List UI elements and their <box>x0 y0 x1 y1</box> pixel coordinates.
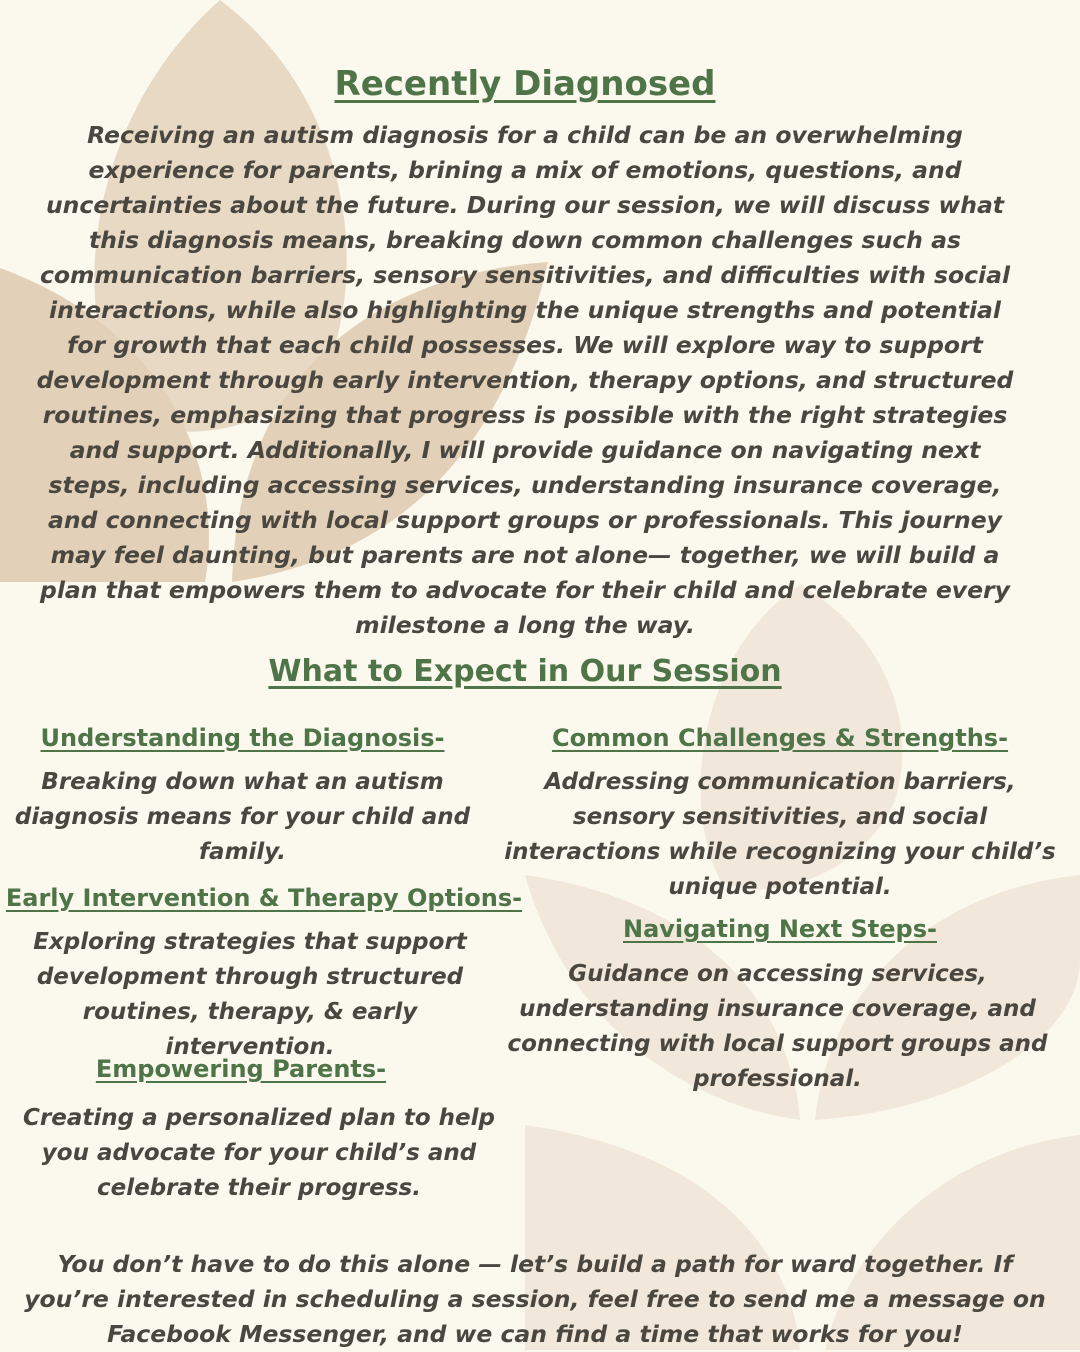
early-intervention-text: Exploring strategies that support development through structured routines, therapy, & early intervention. <box>33 929 467 1060</box>
early-intervention-heading: Early Intervention & Therapy Options- <box>5 884 523 912</box>
closing-paragraph: You don’t have to do this alone — let’s build a path for ward together. If you’re interested in scheduling a session, feel free to send me a message on Facebook Messenger, and we can find a time that works for you! <box>24 1250 1046 1348</box>
next-steps-heading: Navigating Next Steps- <box>623 915 937 943</box>
challenges-heading: Common Challenges & Strengths- <box>551 724 1009 752</box>
session-heading: What to Expect in Our Session <box>268 654 782 689</box>
intro-paragraph: Receiving an autism diagnosis for a child can be an overwhelming experience for parents, brining a mix of emotions, questions, and uncertainties about the future. During our session, we will discuss what this diagnosis means, breaking down common challenges such as communication barriers, sensory sensitivities, and difficulties with social interactions, while also highlighting the unique strengths and potential for growth that each child possesses. We will explore way to support development through early intervention, therapy options, and structured routines, emphasizing that progress is possible with the right strategies and support. Additionally, I will provide guidance on navigating next steps, including accessing services, understanding insurance coverage, and connecting with local support groups or professionals. This journey may feel daunting, but parents are not alone— together, we will build a plan that empowers them to advocate for their child and celebrate every milestone a long the way. <box>36 121 1014 639</box>
page-title: Recently Diagnosed <box>334 64 716 104</box>
understanding-heading: Understanding the Diagnosis- <box>40 724 445 752</box>
challenges-text: Addressing communication barriers, sensory sensitivities, and social interactions while recognizing your child’s unique potential. <box>504 769 1056 900</box>
empowering-heading: Empowering Parents- <box>95 1055 387 1083</box>
understanding-text: Breaking down what an autism diagnosis means for your child and family. <box>14 769 471 865</box>
empowering-text: Creating a personalized plan to help you advocate for your child’s and celebrate their progress. <box>23 1105 495 1201</box>
next-steps-text: Guidance on accessing services, understanding insurance coverage, and connecting with local support groups and professional. <box>507 961 1048 1092</box>
